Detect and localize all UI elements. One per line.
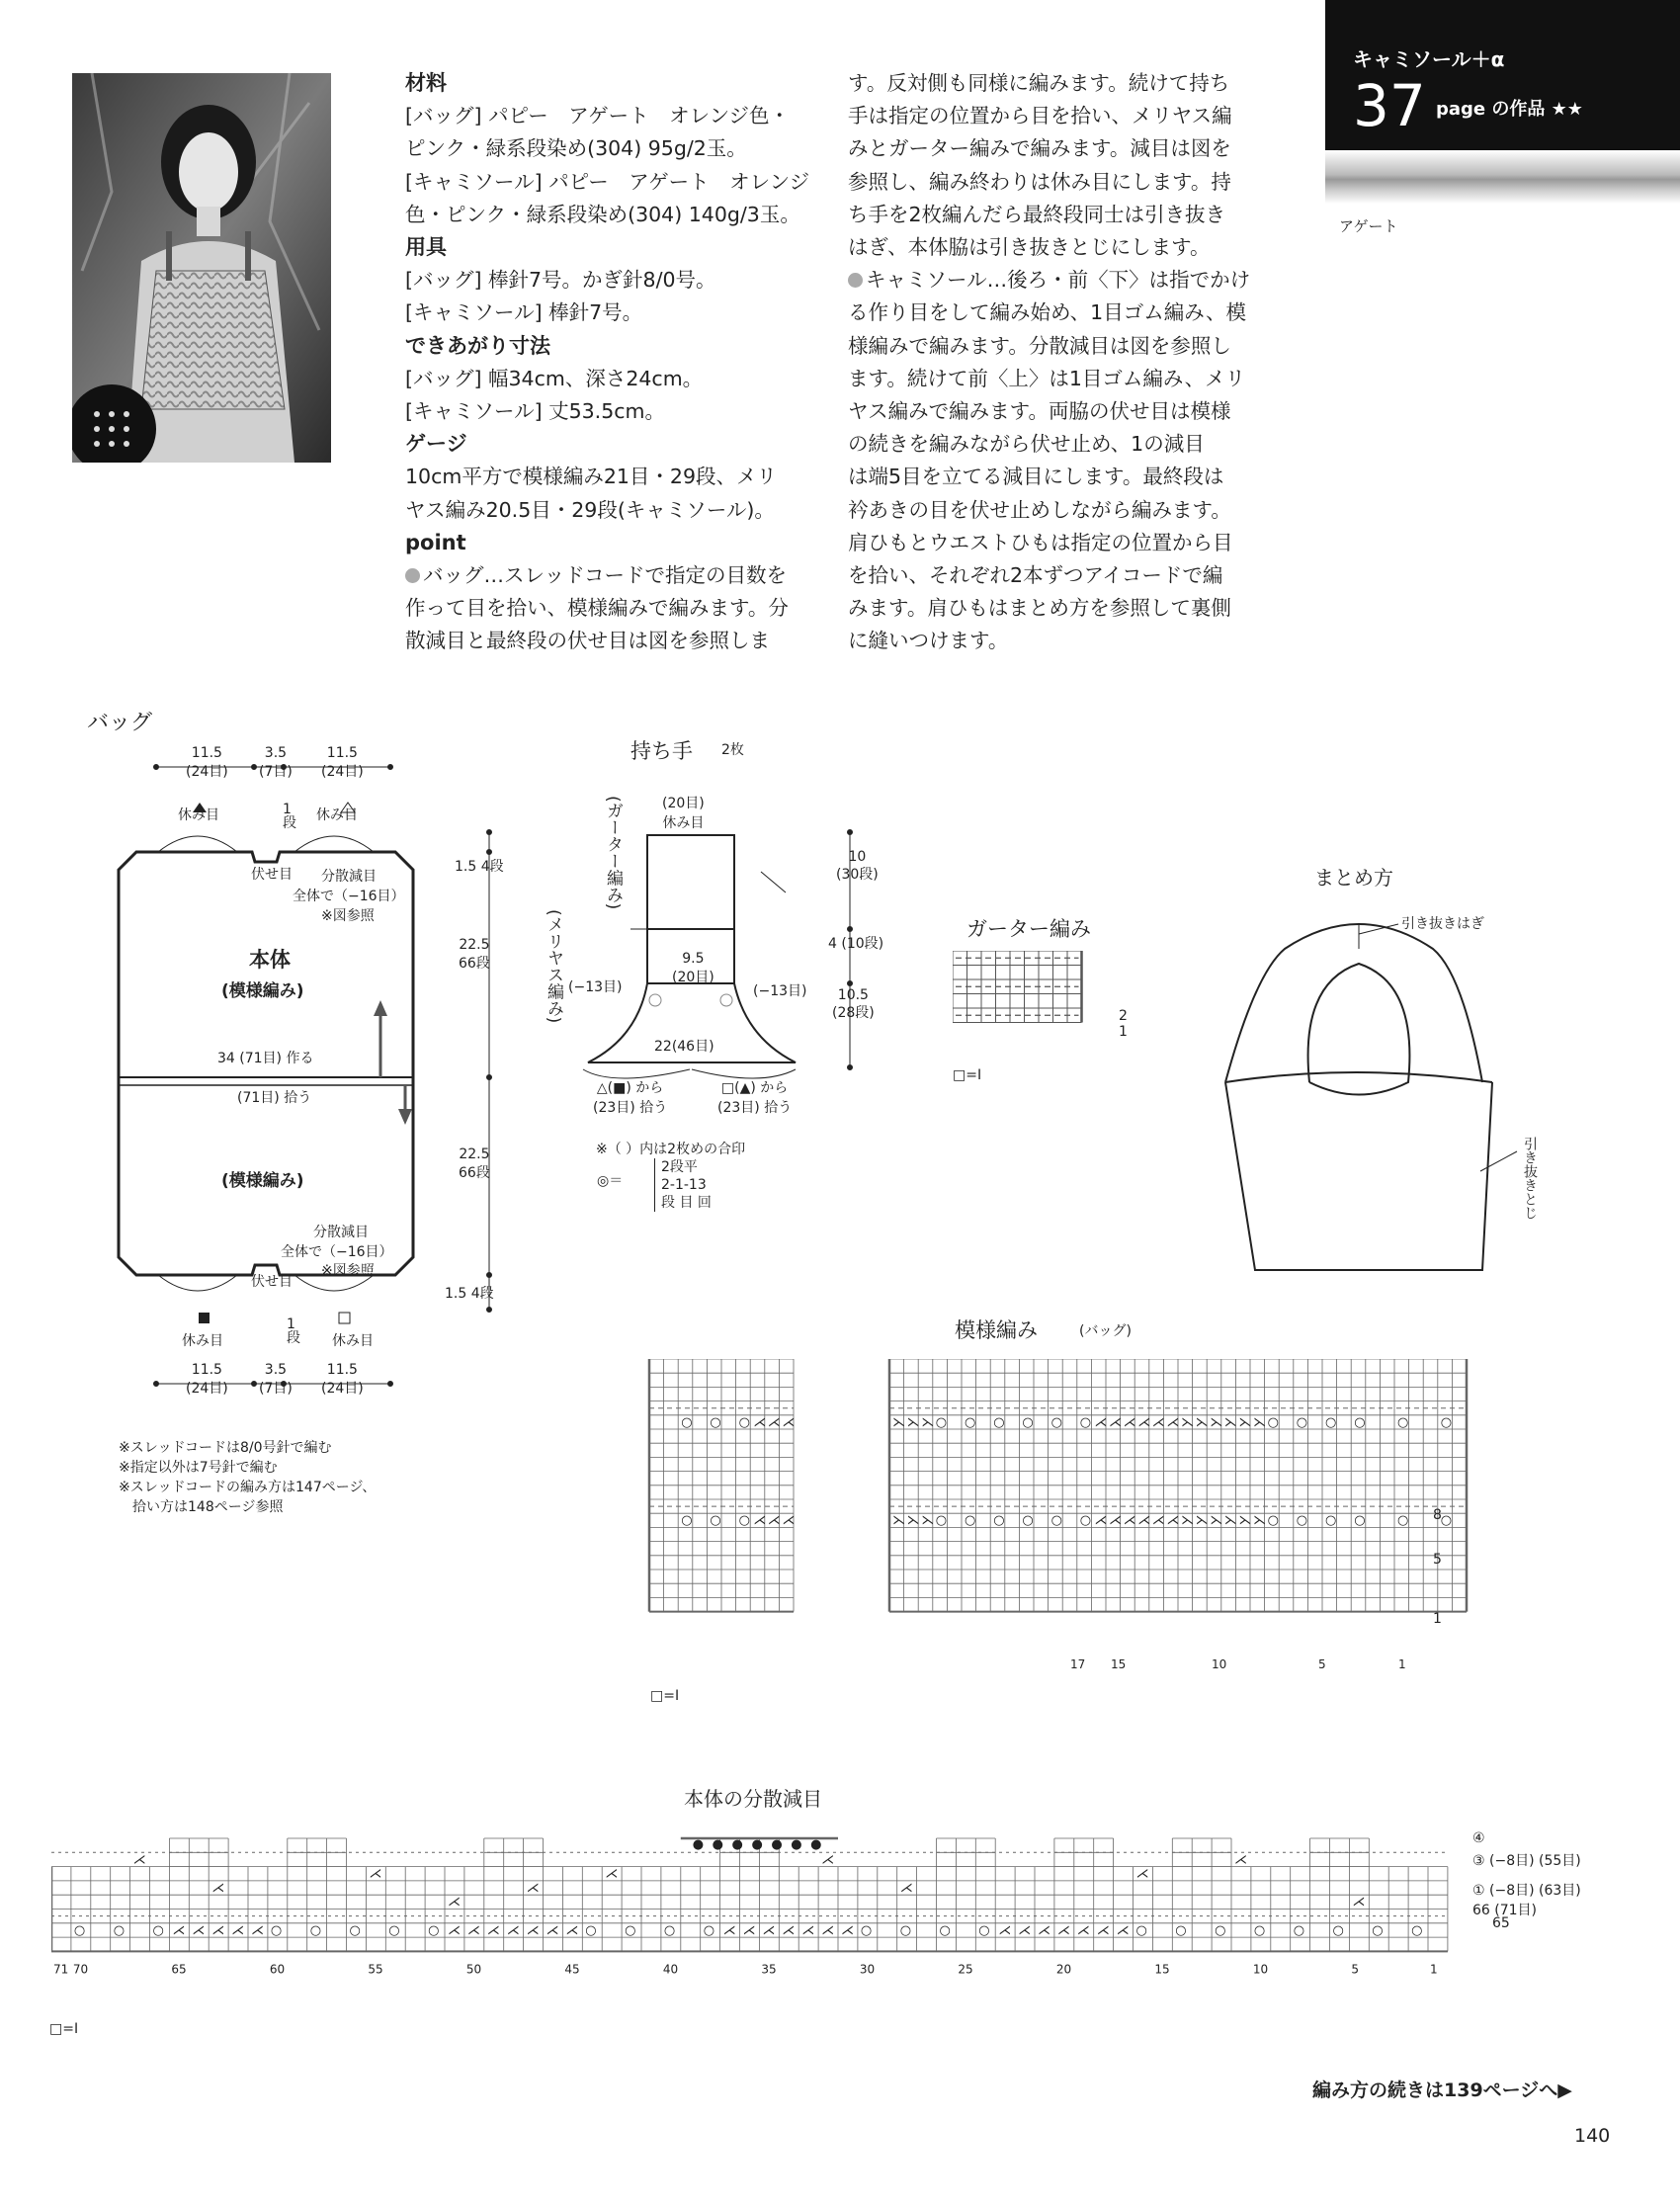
chart-symbol: ⋋: [1238, 1414, 1252, 1430]
right-dim: 1.5 4段: [455, 859, 504, 875]
rest-label: 休み目: [332, 1333, 374, 1349]
pick-left-label: △(■) から (23目) 拾う: [593, 1080, 668, 1116]
chart-symbol: ●: [771, 1837, 783, 1852]
size-line: [キャミソール] 丈53.5cm。: [405, 399, 665, 424]
garter-row-2: 2: [1119, 1008, 1128, 1024]
chart-symbol: ⋌: [1166, 1414, 1180, 1430]
pick-up-label: (71目) 拾う: [237, 1090, 312, 1106]
dec-col-number: 45: [564, 1962, 580, 1977]
chart-symbol: ⋌: [1151, 1414, 1165, 1430]
pick-right-label: □(▲) から (23目) 拾う: [717, 1080, 793, 1116]
chart-symbol: ⋌: [899, 1880, 913, 1896]
right-dim: 1.5 4段: [445, 1286, 494, 1302]
gauge-line: ヤス編み20.5目・29段(キャミソール)。: [405, 497, 775, 522]
chart-symbol: ○: [1325, 1513, 1337, 1529]
stockinette-label: (メリヤス編み): [544, 909, 563, 1024]
dist-total-label: 全体で（−16目）: [281, 1244, 393, 1260]
materials-heading: 材料: [405, 71, 447, 95]
chart-symbol: ⋌: [1094, 1414, 1108, 1430]
instruction-line: に縫いつけます。: [848, 629, 1009, 653]
chart-symbol: ⋌: [1137, 1414, 1151, 1430]
materials-column: [405, 67, 820, 658]
chart-symbol: ○: [1215, 1922, 1226, 1938]
chart-symbol: ⋋: [906, 1513, 920, 1529]
chart-symbol: ⋋: [1210, 1513, 1223, 1529]
chart-symbol: ⋌: [1123, 1513, 1136, 1529]
chart-symbol: ○: [388, 1922, 400, 1938]
chart-symbol: ⋋: [1253, 1513, 1266, 1529]
chart-symbol: ⋌: [172, 1922, 186, 1938]
bag-top-width-2: 3.5 (7目): [259, 745, 293, 780]
bag-top-width-3: 11.5 (24目): [321, 745, 364, 780]
chart-symbol: ⋌: [132, 1852, 146, 1868]
size-line: [バッグ] 幅34cm、深さ24cm。: [405, 366, 704, 390]
chart-symbol: ●: [731, 1837, 743, 1852]
chart-symbol: ○: [113, 1922, 126, 1938]
chart-symbol: ⋌: [605, 1866, 619, 1882]
pattern-chart: [647, 1359, 1477, 1675]
pattern-row-1: 1: [1433, 1611, 1442, 1627]
chart-symbol: ○: [860, 1922, 873, 1938]
chart-symbol: ○: [1296, 1414, 1308, 1430]
dec-col-number: 55: [368, 1962, 383, 1977]
chart-symbol: ○: [681, 1513, 693, 1529]
dec-col-number: 50: [465, 1962, 482, 1977]
chart-symbol: ●: [692, 1837, 705, 1852]
tools-line: [バッグ] 棒針7号。かぎ針8/0号。: [405, 268, 716, 293]
chart-symbol: ○: [1253, 1922, 1266, 1938]
chart-symbol: ○: [935, 1414, 948, 1430]
chart-symbol: ⋋: [1195, 1513, 1209, 1529]
dec-right-label: (−13目): [753, 983, 807, 999]
instruction-line: みとガーター編みで編みます。減目は図を: [848, 136, 1231, 161]
point-line: 散減目と最終段の伏せ目は図を参照しま: [405, 629, 770, 653]
garter-chart: [953, 951, 1140, 1050]
instruction-line: はぎ、本体脇は引き抜きとじにします。: [848, 235, 1211, 260]
handle-note: ※（ ）内は2枚めの合印: [596, 1142, 746, 1157]
chart-symbol: ○: [935, 1513, 948, 1529]
chart-symbol: ⋌: [526, 1922, 540, 1938]
page-number: 140: [1574, 2125, 1611, 2147]
chart-symbol: ●: [712, 1837, 723, 1852]
chart-symbol: ○: [152, 1922, 164, 1938]
chart-symbol: ⋋: [921, 1513, 935, 1529]
chart-symbol: ⋌: [1038, 1922, 1050, 1938]
chart-symbol: ○: [993, 1414, 1005, 1430]
dec-col-number: 10: [1252, 1962, 1269, 1977]
chart-symbol: ⋌: [742, 1922, 756, 1938]
chart-symbol: ○: [710, 1414, 721, 1430]
chart-symbol: ○: [1440, 1513, 1453, 1529]
point-line: 作って目を拾い、模様編みで編みます。分: [405, 596, 789, 621]
chart-symbol: ⋋: [906, 1414, 920, 1430]
pattern-label: (模様編み): [221, 1171, 304, 1191]
chart-symbol: ○: [1175, 1922, 1187, 1938]
chart-symbol: ⋌: [821, 1922, 835, 1938]
materials-line: [キャミソール] パピー アゲート オレンジ: [405, 169, 810, 194]
instruction-line: キャミソール…後ろ・前〈下〉は指でかけ: [866, 268, 1251, 293]
dec-row-3: ③ (−8目) (55目): [1472, 1853, 1581, 1869]
dec-row-4: ④: [1472, 1830, 1485, 1846]
instruction-line: ち手を2枚編んだら最終段同士は引き抜き: [848, 202, 1226, 226]
chart-symbol: ⋌: [782, 1922, 796, 1938]
chart-symbol: ⋌: [722, 1922, 736, 1938]
chart-symbol: ○: [1332, 1922, 1344, 1938]
chart-symbol: ○: [1079, 1414, 1092, 1430]
chart-symbol: ⋌: [1109, 1513, 1122, 1529]
chart-symbol: ⋌: [211, 1880, 225, 1896]
chart-symbol: ○: [1397, 1513, 1409, 1529]
dec-row-65: 65: [1492, 1915, 1510, 1931]
yarn-swatch: [1325, 150, 1680, 204]
side-seam-label: 引き抜きとじ: [1522, 1137, 1538, 1220]
handle-rows-1: 10 (30段): [836, 849, 879, 883]
instruction-line: 肩ひもとウエストひもは指定の位置から目: [848, 530, 1233, 554]
chart-symbol: ○: [270, 1922, 283, 1938]
chart-symbol: ⋋: [1223, 1513, 1237, 1529]
dec-col-number: 30: [859, 1962, 876, 1977]
chart-symbol: ⋌: [251, 1922, 264, 1938]
pattern-col-10: 10: [1212, 1657, 1227, 1671]
bag-bottom-width-2: 3.5 (7目): [259, 1362, 293, 1397]
right-dim: 22.5 66段: [459, 937, 490, 972]
rest-label: 休み目: [316, 807, 358, 823]
instruction-line: みます。肩ひもはまとめ方を参照して裏側: [848, 596, 1231, 621]
chart-symbol: ○: [993, 1513, 1005, 1529]
chart-symbol: ○: [939, 1922, 951, 1938]
bag-top-width-1: 11.5 (24目): [186, 745, 228, 780]
chart-symbol: ○: [1372, 1922, 1384, 1938]
finish-title: まとめ方: [1314, 866, 1393, 890]
dec-col-number: 70: [72, 1962, 89, 1977]
bag-bottom-width-1: 11.5 (24目): [186, 1362, 228, 1397]
dec-row-1: ① (−8目) (63目): [1472, 1883, 1581, 1899]
chart-symbol: ⋌: [369, 1866, 382, 1882]
decrease-chart: [51, 1828, 1474, 2026]
chart-symbol: ⋌: [1352, 1895, 1366, 1910]
dist-total-label: 全体で（−16目）: [293, 889, 405, 904]
dec-col-number: 25: [958, 1962, 973, 1977]
bag-bottom-width-3: 11.5 (24目): [321, 1362, 364, 1397]
chart-symbol: ○: [681, 1414, 693, 1430]
chart-symbol: ⋌: [801, 1922, 815, 1938]
chart-symbol: ⋌: [231, 1922, 245, 1938]
chart-symbol: ⋌: [1135, 1866, 1149, 1882]
instruction-line: は端5目を立てる減目にします。最終段は: [848, 465, 1224, 489]
gauge-heading: ゲージ: [405, 432, 467, 457]
cast-on-label: 34 (71目) 作る: [217, 1051, 314, 1066]
chart-symbol: ⋌: [1116, 1922, 1130, 1938]
chart-symbol: ○: [1440, 1414, 1453, 1430]
chart-symbol: ⋋: [1238, 1513, 1252, 1529]
pattern-col-17: 17: [1070, 1657, 1086, 1671]
one-row-label: 1段: [287, 1316, 300, 1346]
pattern-col-5: 5: [1318, 1657, 1326, 1671]
chart-symbol: ○: [1397, 1414, 1409, 1430]
garter-label: (ガーター編み): [603, 796, 623, 910]
chart-symbol: ○: [710, 1513, 721, 1529]
chart-symbol: ⋌: [753, 1513, 767, 1529]
pattern-chart-subtitle: (バッグ): [1079, 1323, 1132, 1339]
point-line: バッグ…スレッドコードで指定の目数を: [423, 563, 787, 588]
chart-symbol: ●: [791, 1837, 802, 1852]
dec-rule: 2段平 2-1-13 段 目 回: [654, 1158, 712, 1212]
chart-symbol: ⋌: [1109, 1414, 1122, 1430]
chart-symbol: ⋌: [1018, 1922, 1032, 1938]
chart-symbol: ⋌: [565, 1922, 579, 1938]
chart-symbol: ○: [1354, 1414, 1366, 1430]
materials-line: ピンク・緑系段染め(304) 95g/2玉。: [405, 136, 747, 161]
tools-line: [キャミソール] 棒針7号。: [405, 300, 643, 325]
chart-symbol: ○: [663, 1922, 676, 1938]
instruction-line: を拾い、それぞれ2本ずつアイコードで編: [848, 563, 1223, 588]
chart-symbol: ○: [1325, 1414, 1337, 1430]
dec-legend: □=Ⅰ: [49, 2021, 79, 2037]
chart-symbol: ⋋: [892, 1414, 905, 1430]
model-photo: [72, 73, 331, 463]
chart-symbol: ⋌: [1056, 1922, 1070, 1938]
chart-symbol: ○: [1267, 1513, 1279, 1529]
instruction-line: ます。続けて前〈上〉は1目ゴム編み、メリ: [848, 366, 1246, 390]
instruction-line: 様編みで編みます。分散減目は図を参照し: [848, 333, 1231, 358]
see-fig-label: ※図参照: [321, 1263, 375, 1279]
chart-symbol: ⋌: [1123, 1414, 1136, 1430]
chart-symbol: ⋌: [192, 1922, 206, 1938]
chart-symbol: ○: [1411, 1922, 1423, 1938]
chart-symbol: ⋌: [1234, 1852, 1247, 1868]
tools-heading: 用具: [405, 235, 447, 260]
instruction-line: 衿あきの目を伏せ止めしながら編みます。: [848, 497, 1231, 522]
handle-mid-width: 9.5 (20目): [672, 951, 714, 985]
chart-symbol: ○: [309, 1922, 322, 1938]
chart-symbol: ⋌: [1094, 1513, 1108, 1529]
chart-symbol: ⋌: [466, 1922, 480, 1938]
chart-symbol: ⋋: [892, 1513, 905, 1529]
chart-symbol: ○: [738, 1513, 750, 1529]
chart-symbol: ○: [625, 1922, 636, 1938]
chart-symbol: ○: [349, 1922, 361, 1938]
bind-off-label: 伏せ目: [251, 867, 293, 883]
chart-symbol: ⋌: [762, 1922, 776, 1938]
pattern-col-1: 1: [1398, 1657, 1406, 1671]
chart-symbol: ⋋: [1195, 1414, 1209, 1430]
handle-rows-3: 10.5 (28段): [832, 987, 875, 1021]
dec-col-number: 71: [53, 1962, 69, 1977]
chart-symbol: ⋋: [921, 1414, 935, 1430]
chart-symbol: ⋌: [1166, 1513, 1180, 1529]
chart-symbol: ○: [585, 1922, 597, 1938]
chart-symbol: ⋌: [506, 1922, 520, 1938]
chart-symbol: ○: [703, 1922, 715, 1938]
gauge-line: 10cm平方で模様編み21目・29段、メリ: [405, 465, 777, 489]
chart-symbol: ⋌: [767, 1414, 781, 1430]
chart-symbol: ⋌: [1137, 1513, 1151, 1529]
chart-symbol: ⋌: [546, 1922, 559, 1938]
point-heading: point: [405, 530, 466, 554]
pattern-row-8: 8: [1433, 1507, 1442, 1523]
seam-label: 引き抜きはぎ: [1401, 916, 1484, 932]
bag-title: バッグ: [87, 711, 153, 735]
handle-top-label: (20目) 休み目: [662, 796, 705, 831]
chart-symbol: ○: [965, 1414, 976, 1430]
dec-col-number: 15: [1154, 1962, 1170, 1977]
instructions-column: [848, 67, 1263, 658]
instruction-line: ヤス編みで編みます。両脇の伏せ目は模様: [848, 399, 1231, 424]
chart-symbol: ○: [1135, 1922, 1147, 1938]
chart-symbol: ⋌: [782, 1414, 796, 1430]
pattern-col-15: 15: [1111, 1657, 1127, 1671]
chart-symbol: ⋌: [526, 1880, 540, 1896]
dec-col-number: 35: [761, 1962, 777, 1977]
pattern-label: (模様編み): [221, 981, 304, 1001]
see-fig-label: ※図参照: [321, 908, 375, 924]
chart-symbol: ●: [751, 1837, 763, 1852]
instruction-line: る作り目をして編み始め、1目ゴム編み、模: [848, 300, 1246, 325]
dec-col-number: 65: [171, 1962, 187, 1977]
pattern-row-5: 5: [1433, 1552, 1442, 1568]
yarn-name: アゲート: [1339, 217, 1398, 235]
chart-symbol: ○: [1079, 1513, 1092, 1529]
dec-chart-title: 本体の分散減目: [684, 1787, 822, 1811]
chart-symbol: ⋌: [448, 1922, 461, 1938]
continue-link[interactable]: 編み方の続きは139ページへ▶: [1312, 2080, 1572, 2101]
body-label: 本体: [249, 948, 291, 972]
chart-symbol: ⋋: [1253, 1414, 1266, 1430]
bag-notes: ※スレッドコードは8/0号針で編む ※指定以外は7号針で編む ※スレッドコードの編み方は147ページ、 拾い方は148ページ参照: [119, 1440, 377, 1515]
chart-symbol: ⋋: [1223, 1414, 1237, 1430]
instruction-line: す。反対側も同様に編みます。続けて持ち: [848, 71, 1230, 95]
chart-symbol: ○: [1050, 1414, 1062, 1430]
chart-symbol: ⋋: [1181, 1414, 1194, 1430]
series-label: キャミソール＋α: [1353, 47, 1505, 71]
handle-title: 持ち手: [630, 739, 693, 763]
chart-symbol: ⋌: [448, 1895, 461, 1910]
instruction-line: 参照し、編み終わりは休み目にします。持: [848, 169, 1231, 194]
garter-row-1: 1: [1119, 1024, 1128, 1040]
chart-symbol: ○: [1022, 1513, 1034, 1529]
garter-legend: □=Ⅰ: [953, 1067, 982, 1083]
chart-symbol: ⋌: [998, 1922, 1012, 1938]
chart-symbol: ○: [73, 1922, 86, 1938]
chart-symbol: ⋋: [1210, 1414, 1223, 1430]
dist-dec-label: 分散減目: [313, 1225, 369, 1240]
bullet-icon: [405, 568, 420, 583]
one-row-label: 1段: [283, 802, 296, 831]
handle-bottom-width: 22(46目): [654, 1039, 714, 1055]
chart-symbol: ⋌: [782, 1513, 796, 1529]
chart-symbol: ○: [899, 1922, 912, 1938]
bullet-icon: [848, 273, 863, 288]
project-tag: [1325, 0, 1680, 150]
chart-symbol: ○: [1267, 1414, 1279, 1430]
instruction-line: の続きを編みながら伏せ止め、1の減目: [848, 432, 1205, 457]
chart-symbol: ●: [810, 1837, 822, 1852]
rest-label: 休み目: [178, 807, 219, 823]
chart-symbol: ○: [1050, 1513, 1062, 1529]
project-number: 37: [1353, 72, 1426, 139]
finish-diagram: [1216, 894, 1532, 1290]
handle-rows-2: 4 (10段): [828, 936, 884, 952]
dec-col-number: 40: [662, 1962, 679, 1977]
chart-symbol: ⋌: [1076, 1922, 1090, 1938]
chart-symbol: ⋌: [767, 1513, 781, 1529]
right-dim: 22.5 66段: [459, 1146, 490, 1181]
dec-col-number: 60: [269, 1962, 286, 1977]
size-heading: できあがり寸法: [405, 333, 550, 358]
chart-symbol: ○: [1296, 1513, 1308, 1529]
dec-col-number: 5: [1351, 1962, 1360, 1977]
chart-symbol: ○: [1022, 1414, 1034, 1430]
dist-dec-label: 分散減目: [321, 869, 377, 885]
chart-symbol: ⋌: [1151, 1513, 1165, 1529]
chart-symbol: ○: [738, 1414, 750, 1430]
chart-symbol: ⋌: [1096, 1922, 1110, 1938]
chart-symbol: ⋌: [211, 1922, 225, 1938]
dec-symbol-icon: ◎＝: [597, 1173, 624, 1189]
materials-line: 色・ピンク・緑系段染め(304) 140g/3玉。: [405, 202, 800, 226]
chart-symbol: ○: [1354, 1513, 1366, 1529]
rest-label: 休み目: [182, 1333, 223, 1349]
chart-symbol: ⋌: [753, 1414, 767, 1430]
dec-col-number: 1: [1430, 1962, 1438, 1977]
chart-symbol: ○: [978, 1922, 990, 1938]
chart-symbol: ⋋: [1181, 1513, 1194, 1529]
dec-left-label: (−13目): [568, 979, 623, 995]
chart-symbol: ⋌: [821, 1852, 835, 1868]
page-label: page の作品 ★★: [1436, 99, 1583, 120]
dec-col-number: 20: [1055, 1962, 1072, 1977]
materials-line: [バッグ] パピー アゲート オレンジ色・: [405, 104, 791, 128]
chart-symbol: ⋌: [486, 1922, 500, 1938]
garter-chart-title: ガーター編み: [966, 917, 1091, 941]
chart-symbol: ○: [965, 1513, 976, 1529]
chart-symbol: ⋌: [841, 1922, 854, 1938]
pattern-chart-title: 模様編み: [955, 1318, 1038, 1342]
instruction-line: 手は指定の位置から目を拾い、メリヤス編: [848, 104, 1232, 128]
pattern-legend: □=Ⅰ: [650, 1688, 680, 1704]
handle-count: 2枚: [721, 742, 744, 758]
bind-off-label: 伏せ目: [251, 1274, 293, 1290]
chart-symbol: ○: [428, 1922, 440, 1938]
chart-symbol: ○: [1293, 1922, 1305, 1938]
dec-row-66: 66 (71目): [1472, 1903, 1538, 1918]
